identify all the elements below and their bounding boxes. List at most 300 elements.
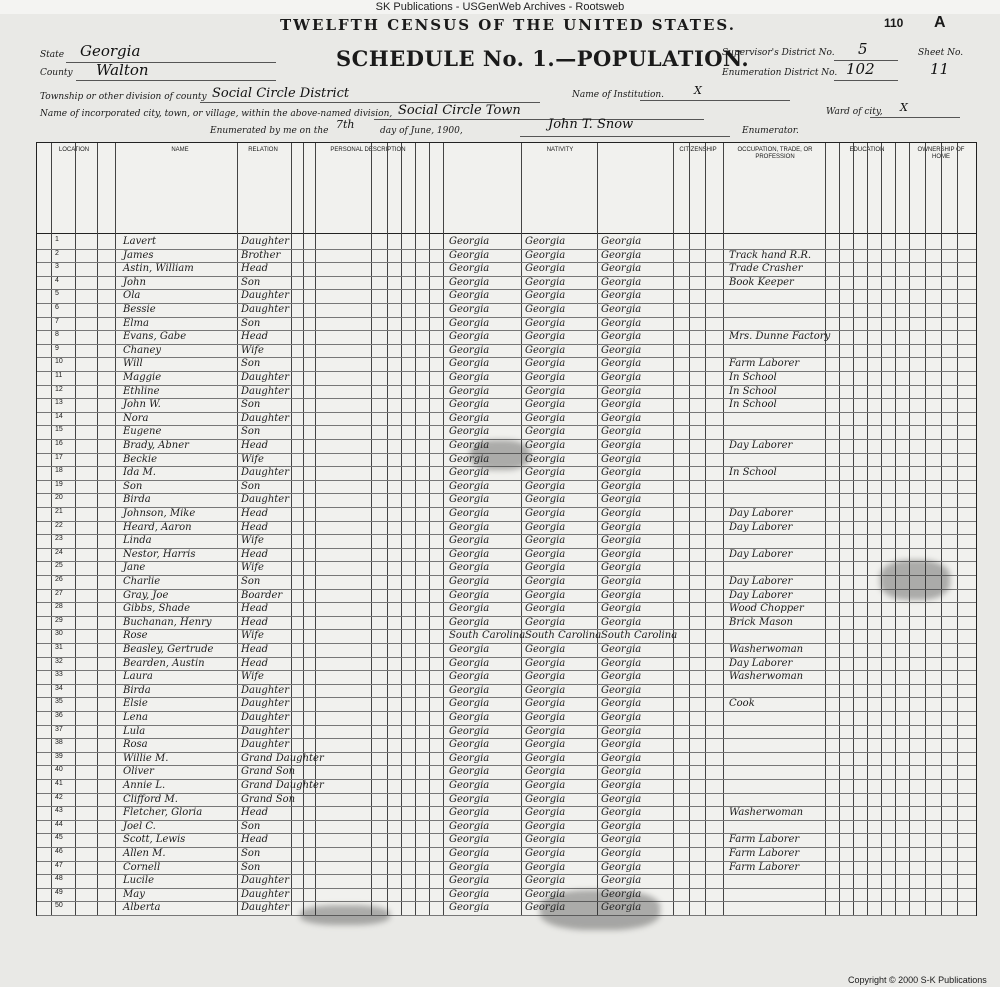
person-name: Elma xyxy=(123,317,149,329)
enumerated-label: Enumerated by me on the xyxy=(210,126,329,136)
birthplace-mother: Georgia xyxy=(601,236,642,247)
row-number: 37 xyxy=(55,725,63,733)
birthplace-person: Georgia xyxy=(449,317,490,329)
row-number: 13 xyxy=(55,399,63,407)
person-name: Bessie xyxy=(123,304,156,315)
birthplace-mother: Georgia xyxy=(601,494,642,506)
birthplace-father: Georgia xyxy=(525,290,566,302)
relation: Head xyxy=(241,807,269,819)
birthplace-father: Georgia xyxy=(525,535,566,547)
birthplace-person: Georgia xyxy=(449,616,490,628)
birthplace-person: Georgia xyxy=(449,603,490,615)
sheet-value: 11 xyxy=(930,60,950,78)
city-value: Social Circle Town xyxy=(398,103,521,118)
page-number: 110 xyxy=(884,16,904,30)
birthplace-mother: Georgia xyxy=(601,807,642,819)
person-name: Alberta xyxy=(123,902,161,914)
birthplace-father: Georgia xyxy=(525,412,566,424)
birthplace-father: Georgia xyxy=(525,508,566,519)
birthplace-person: Georgia xyxy=(449,385,490,397)
relation: Wife xyxy=(241,453,264,465)
birthplace-father: Georgia xyxy=(525,467,566,479)
person-name: Bearden, Austin xyxy=(123,657,205,669)
person-name: Nestor, Harris xyxy=(123,548,196,560)
person-name: Ida M. xyxy=(123,467,156,479)
relation: Son xyxy=(241,426,261,438)
row-number: 31 xyxy=(55,644,63,651)
relation: Son xyxy=(241,480,261,492)
relation: Head xyxy=(241,263,269,275)
row-number: 22 xyxy=(55,521,63,529)
person-name: Heard, Aaron xyxy=(123,521,192,533)
relation: Daughter xyxy=(241,467,289,479)
person-name: Buchanan, Henry xyxy=(123,616,212,628)
row-number: 1 xyxy=(55,236,59,243)
person-name: Evans, Gabe xyxy=(123,331,187,343)
city-label: Name of incorporated city, town, or village, within the above-named division, xyxy=(40,109,393,119)
occupation: Farm Laborer xyxy=(729,848,800,859)
birthplace-person: Georgia xyxy=(449,657,490,669)
person-name: Eugene xyxy=(123,426,162,438)
birthplace-father: Georgia xyxy=(525,712,566,723)
birthplace-father: Georgia xyxy=(525,453,566,465)
occupation: Day Laborer xyxy=(729,548,793,560)
relation: Head xyxy=(241,616,269,628)
birthplace-father: Georgia xyxy=(525,344,566,356)
copyright-notice: Copyright © 2000 S-K Publications xyxy=(848,975,987,985)
birthplace-person: South Carolina xyxy=(449,630,526,642)
row-number: 38 xyxy=(55,739,63,747)
occupation: Day Laborer xyxy=(729,576,793,587)
birthplace-mother: Georgia xyxy=(601,358,642,370)
relation: Head xyxy=(241,834,269,846)
birthplace-mother: Georgia xyxy=(601,902,642,914)
person-name: Oliver xyxy=(123,766,154,778)
birthplace-person: Georgia xyxy=(449,426,490,438)
relation: Grand Son xyxy=(241,793,296,805)
birthplace-father: Georgia xyxy=(525,698,566,710)
relation: Son xyxy=(241,399,261,411)
birthplace-mother: Georgia xyxy=(601,644,642,655)
person-name: Rosa xyxy=(123,739,148,751)
row-number: 43 xyxy=(55,807,63,815)
col-ownership: OWNERSHIP OF HOME xyxy=(917,147,965,160)
institution-value: X xyxy=(694,84,702,97)
birthplace-person: Georgia xyxy=(449,780,490,791)
birthplace-person: Georgia xyxy=(449,562,490,574)
enumeration-value: 102 xyxy=(846,60,875,78)
census-grid xyxy=(36,142,977,916)
row-number: 14 xyxy=(55,412,63,420)
birthplace-mother: Georgia xyxy=(601,548,642,560)
birthplace-person: Georgia xyxy=(449,399,490,411)
row-number: 45 xyxy=(55,834,63,842)
row-number: 24 xyxy=(55,548,63,556)
birthplace-father: Georgia xyxy=(525,494,566,506)
page-letter: A xyxy=(934,14,946,31)
relation: Son xyxy=(241,820,261,832)
relation: Daughter xyxy=(241,888,289,900)
row-number: 49 xyxy=(55,888,63,896)
birthplace-person: Georgia xyxy=(449,739,490,751)
col-education: EDUCATION xyxy=(849,147,885,153)
occupation: Day Laborer xyxy=(729,440,793,451)
birthplace-father: Georgia xyxy=(525,236,566,247)
relation: Grand Daughter xyxy=(241,780,324,791)
birthplace-person: Georgia xyxy=(449,453,490,465)
relation: Boarder xyxy=(241,589,283,601)
birthplace-mother: Georgia xyxy=(601,848,642,859)
person-name: Beckie xyxy=(123,453,158,465)
col-nativity: NATIVITY xyxy=(546,147,574,153)
birthplace-father: South Carolina xyxy=(525,630,602,642)
row-number: 11 xyxy=(55,372,63,379)
row-number: 18 xyxy=(55,467,63,475)
birthplace-mother: Georgia xyxy=(601,385,642,397)
birthplace-mother: Georgia xyxy=(601,589,642,601)
row-number: 6 xyxy=(55,304,59,311)
col-relation: RELATION xyxy=(248,147,278,153)
birthplace-person: Georgia xyxy=(449,508,490,519)
birthplace-father: Georgia xyxy=(525,888,566,900)
birthplace-mother: Georgia xyxy=(601,725,642,737)
person-name: Allen M. xyxy=(123,848,166,859)
row-number: 23 xyxy=(55,535,63,543)
relation: Wife xyxy=(241,344,264,356)
relation: Son xyxy=(241,276,261,288)
birthplace-person: Georgia xyxy=(449,752,490,764)
birthplace-father: Georgia xyxy=(525,616,566,628)
birthplace-person: Georgia xyxy=(449,290,490,302)
person-name: Son xyxy=(123,480,143,492)
person-name: James xyxy=(123,249,154,261)
institution-label: Name of Institution. xyxy=(572,90,665,100)
birthplace-mother: Georgia xyxy=(601,508,642,519)
birthplace-person: Georgia xyxy=(449,440,490,451)
birthplace-father: Georgia xyxy=(525,480,566,492)
person-name: Brady, Abner xyxy=(123,440,189,451)
relation: Head xyxy=(241,644,269,655)
col-personal: PERSONAL DESCRIPTION xyxy=(330,147,406,153)
birthplace-father: Georgia xyxy=(525,671,566,683)
relation: Head xyxy=(241,548,269,560)
birthplace-father: Georgia xyxy=(525,902,566,914)
birthplace-father: Georgia xyxy=(525,548,566,560)
occupation: Day Laborer xyxy=(729,521,793,533)
relation: Daughter xyxy=(241,902,289,914)
birthplace-person: Georgia xyxy=(449,875,490,887)
township-label: Township or other division of county xyxy=(40,92,207,102)
birthplace-person: Georgia xyxy=(449,644,490,655)
birthplace-father: Georgia xyxy=(525,657,566,669)
occupation: In School xyxy=(729,372,777,383)
relation: Son xyxy=(241,358,261,370)
col-location: LOCATION xyxy=(58,147,90,153)
birthplace-person: Georgia xyxy=(449,766,490,778)
person-name: Elsie xyxy=(123,698,148,710)
relation: Grand Son xyxy=(241,766,296,778)
birthplace-mother: Georgia xyxy=(601,739,642,751)
birthplace-mother: Georgia xyxy=(601,453,642,465)
birthplace-mother: Georgia xyxy=(601,317,642,329)
person-name: Laura xyxy=(123,671,153,683)
ward-label: Ward of city, xyxy=(826,107,883,117)
row-number: 47 xyxy=(55,861,63,869)
birthplace-person: Georgia xyxy=(449,412,490,424)
birthplace-mother: Georgia xyxy=(601,412,642,424)
birthplace-mother: Georgia xyxy=(601,875,642,887)
relation: Daughter xyxy=(241,290,289,302)
occupation: Day Laborer xyxy=(729,508,793,519)
birthplace-person: Georgia xyxy=(449,902,490,914)
relation: Grand Daughter xyxy=(241,752,324,764)
birthplace-mother: Georgia xyxy=(601,671,642,683)
row-number: 32 xyxy=(55,657,63,665)
row-number: 41 xyxy=(55,780,63,787)
relation: Head xyxy=(241,331,269,343)
birthplace-father: Georgia xyxy=(525,372,566,383)
relation: Head xyxy=(241,440,269,451)
relation: Daughter xyxy=(241,236,289,247)
person-name: Rose xyxy=(123,630,148,642)
birthplace-mother: Georgia xyxy=(601,304,642,315)
relation: Daughter xyxy=(241,712,289,723)
township-value: Social Circle District xyxy=(212,86,350,101)
person-name: Beasley, Gertrude xyxy=(123,644,214,655)
birthplace-person: Georgia xyxy=(449,671,490,683)
birthplace-person: Georgia xyxy=(449,263,490,275)
col-occupation: OCCUPATION, TRADE, OR PROFESSION xyxy=(737,147,813,160)
relation: Daughter xyxy=(241,684,289,696)
person-name: May xyxy=(123,888,145,900)
birthplace-person: Georgia xyxy=(449,535,490,547)
row-number: 4 xyxy=(55,276,59,284)
relation: Daughter xyxy=(241,304,289,315)
row-number: 19 xyxy=(55,480,63,488)
birthplace-person: Georgia xyxy=(449,848,490,859)
occupation: In School xyxy=(729,399,777,411)
relation: Head xyxy=(241,657,269,669)
row-number: 9 xyxy=(55,344,59,352)
birthplace-father: Georgia xyxy=(525,426,566,438)
birthplace-father: Georgia xyxy=(525,331,566,343)
birthplace-mother: Georgia xyxy=(601,766,642,778)
supervisor-label: Supervisor's District No. xyxy=(722,48,835,58)
row-number: 27 xyxy=(55,589,63,597)
row-number: 29 xyxy=(55,616,63,624)
person-name: Birda xyxy=(123,494,151,506)
census-title: TWELFTH CENSUS OF THE UNITED STATES. xyxy=(280,16,736,34)
birthplace-mother: Georgia xyxy=(601,780,642,791)
birthplace-father: Georgia xyxy=(525,793,566,805)
birthplace-father: Georgia xyxy=(525,780,566,791)
birthplace-mother: Georgia xyxy=(601,290,642,302)
birthplace-father: Georgia xyxy=(525,385,566,397)
relation: Son xyxy=(241,576,261,587)
birthplace-mother: Georgia xyxy=(601,440,642,451)
birthplace-person: Georgia xyxy=(449,698,490,710)
person-name: Linda xyxy=(123,535,152,547)
birthplace-person: Georgia xyxy=(449,548,490,560)
birthplace-person: Georgia xyxy=(449,576,490,587)
person-name: Lula xyxy=(123,725,146,737)
row-number: 42 xyxy=(55,793,63,801)
birthplace-father: Georgia xyxy=(525,848,566,859)
occupation: Cook xyxy=(729,698,755,710)
relation: Head xyxy=(241,508,269,519)
person-name: John W. xyxy=(123,399,161,411)
relation: Daughter xyxy=(241,385,289,397)
birthplace-person: Georgia xyxy=(449,467,490,479)
county-label: County xyxy=(40,68,73,78)
row-number: 17 xyxy=(55,453,63,461)
person-name: Lena xyxy=(123,712,148,723)
row-number: 39 xyxy=(55,752,63,760)
relation: Wife xyxy=(241,562,264,574)
relation: Daughter xyxy=(241,372,289,383)
person-name: Chaney xyxy=(123,344,162,356)
person-name: Scott, Lewis xyxy=(123,834,186,846)
person-name: Gibbs, Shade xyxy=(123,603,191,615)
birthplace-person: Georgia xyxy=(449,521,490,533)
occupation: Farm Laborer xyxy=(729,861,800,873)
person-name: Ola xyxy=(123,290,141,302)
birthplace-person: Georgia xyxy=(449,276,490,288)
birthplace-mother: Georgia xyxy=(601,834,642,846)
census-row xyxy=(37,901,976,916)
birthplace-mother: Georgia xyxy=(601,698,642,710)
birthplace-father: Georgia xyxy=(525,521,566,533)
row-number: 46 xyxy=(55,848,63,855)
birthplace-person: Georgia xyxy=(449,684,490,696)
birthplace-mother: Georgia xyxy=(601,562,642,574)
enumerated-day: 7th xyxy=(336,118,355,131)
birthplace-person: Georgia xyxy=(449,712,490,723)
census-rows xyxy=(37,235,976,915)
person-name: Ethline xyxy=(123,385,160,397)
person-name: Astin, William xyxy=(123,263,194,275)
birthplace-father: Georgia xyxy=(525,834,566,846)
row-number: 30 xyxy=(55,630,63,638)
birthplace-mother: Georgia xyxy=(601,793,642,805)
occupation: Farm Laborer xyxy=(729,358,800,370)
relation: Daughter xyxy=(241,875,289,887)
birthplace-father: Georgia xyxy=(525,263,566,275)
birthplace-father: Georgia xyxy=(525,820,566,832)
birthplace-person: Georgia xyxy=(449,793,490,805)
row-number: 10 xyxy=(55,358,63,366)
person-name: Cornell xyxy=(123,861,161,873)
birthplace-person: Georgia xyxy=(449,807,490,819)
birthplace-mother: Georgia xyxy=(601,276,642,288)
birthplace-mother: Georgia xyxy=(601,576,642,587)
birthplace-mother: Georgia xyxy=(601,467,642,479)
birthplace-mother: South Carolina xyxy=(601,630,678,642)
row-number: 7 xyxy=(55,317,59,325)
birthplace-person: Georgia xyxy=(449,834,490,846)
county-value: Walton xyxy=(96,61,149,79)
row-number: 15 xyxy=(55,426,63,434)
birthplace-father: Georgia xyxy=(525,440,566,451)
row-number: 50 xyxy=(55,902,63,910)
row-number: 44 xyxy=(55,820,63,828)
person-name: Lucile xyxy=(123,875,154,887)
birthplace-father: Georgia xyxy=(525,317,566,329)
occupation: Day Laborer xyxy=(729,589,793,601)
birthplace-mother: Georgia xyxy=(601,535,642,547)
row-number: 20 xyxy=(55,494,63,502)
birthplace-mother: Georgia xyxy=(601,263,642,275)
relation: Wife xyxy=(241,671,264,683)
birthplace-father: Georgia xyxy=(525,276,566,288)
enumerator-label: Enumerator. xyxy=(742,126,799,136)
birthplace-person: Georgia xyxy=(449,589,490,601)
row-number: 36 xyxy=(55,712,63,719)
site-banner: SK Publications - USGenWeb Archives - Rootsweb xyxy=(0,0,1000,14)
person-name: Lavert xyxy=(123,236,156,247)
row-number: 16 xyxy=(55,440,63,447)
birthplace-mother: Georgia xyxy=(601,888,642,900)
occupation: In School xyxy=(729,385,777,397)
birthplace-father: Georgia xyxy=(525,576,566,587)
person-name: Gray, Joe xyxy=(123,589,169,601)
row-number: 40 xyxy=(55,766,63,774)
relation: Head xyxy=(241,521,269,533)
birthplace-father: Georgia xyxy=(525,603,566,615)
birthplace-mother: Georgia xyxy=(601,521,642,533)
birthplace-father: Georgia xyxy=(525,399,566,411)
birthplace-mother: Georgia xyxy=(601,657,642,669)
birthplace-father: Georgia xyxy=(525,725,566,737)
birthplace-father: Georgia xyxy=(525,358,566,370)
person-name: Jane xyxy=(123,562,146,574)
occupation: Mrs. Dunne Factory xyxy=(729,331,831,343)
birthplace-father: Georgia xyxy=(525,766,566,778)
state-label: State xyxy=(40,50,65,60)
birthplace-father: Georgia xyxy=(525,249,566,261)
birthplace-person: Georgia xyxy=(449,236,490,247)
row-number: 21 xyxy=(55,508,63,515)
birthplace-mother: Georgia xyxy=(601,480,642,492)
birthplace-father: Georgia xyxy=(525,304,566,315)
row-number: 25 xyxy=(55,562,63,570)
relation: Daughter xyxy=(241,412,289,424)
occupation: In School xyxy=(729,467,777,479)
relation: Daughter xyxy=(241,739,289,751)
person-name: Willie M. xyxy=(123,752,169,764)
person-name: Will xyxy=(123,358,143,370)
occupation: Washerwoman xyxy=(729,671,804,683)
occupation: Day Laborer xyxy=(729,657,793,669)
row-number: 35 xyxy=(55,698,63,706)
occupation: Trade Crasher xyxy=(729,263,803,275)
birthplace-person: Georgia xyxy=(449,888,490,900)
birthplace-person: Georgia xyxy=(449,820,490,832)
birthplace-father: Georgia xyxy=(525,644,566,655)
row-number: 3 xyxy=(55,263,59,271)
row-number: 8 xyxy=(55,331,59,339)
row-number: 33 xyxy=(55,671,63,679)
person-name: Charlie xyxy=(123,576,161,587)
person-name: Nora xyxy=(123,412,149,424)
birthplace-mother: Georgia xyxy=(601,712,642,723)
row-number: 34 xyxy=(55,684,63,692)
relation: Wife xyxy=(241,630,264,642)
relation: Daughter xyxy=(241,725,289,737)
relation: Daughter xyxy=(241,698,289,710)
occupation: Brick Mason xyxy=(729,616,793,628)
person-name: Annie L. xyxy=(123,780,166,791)
